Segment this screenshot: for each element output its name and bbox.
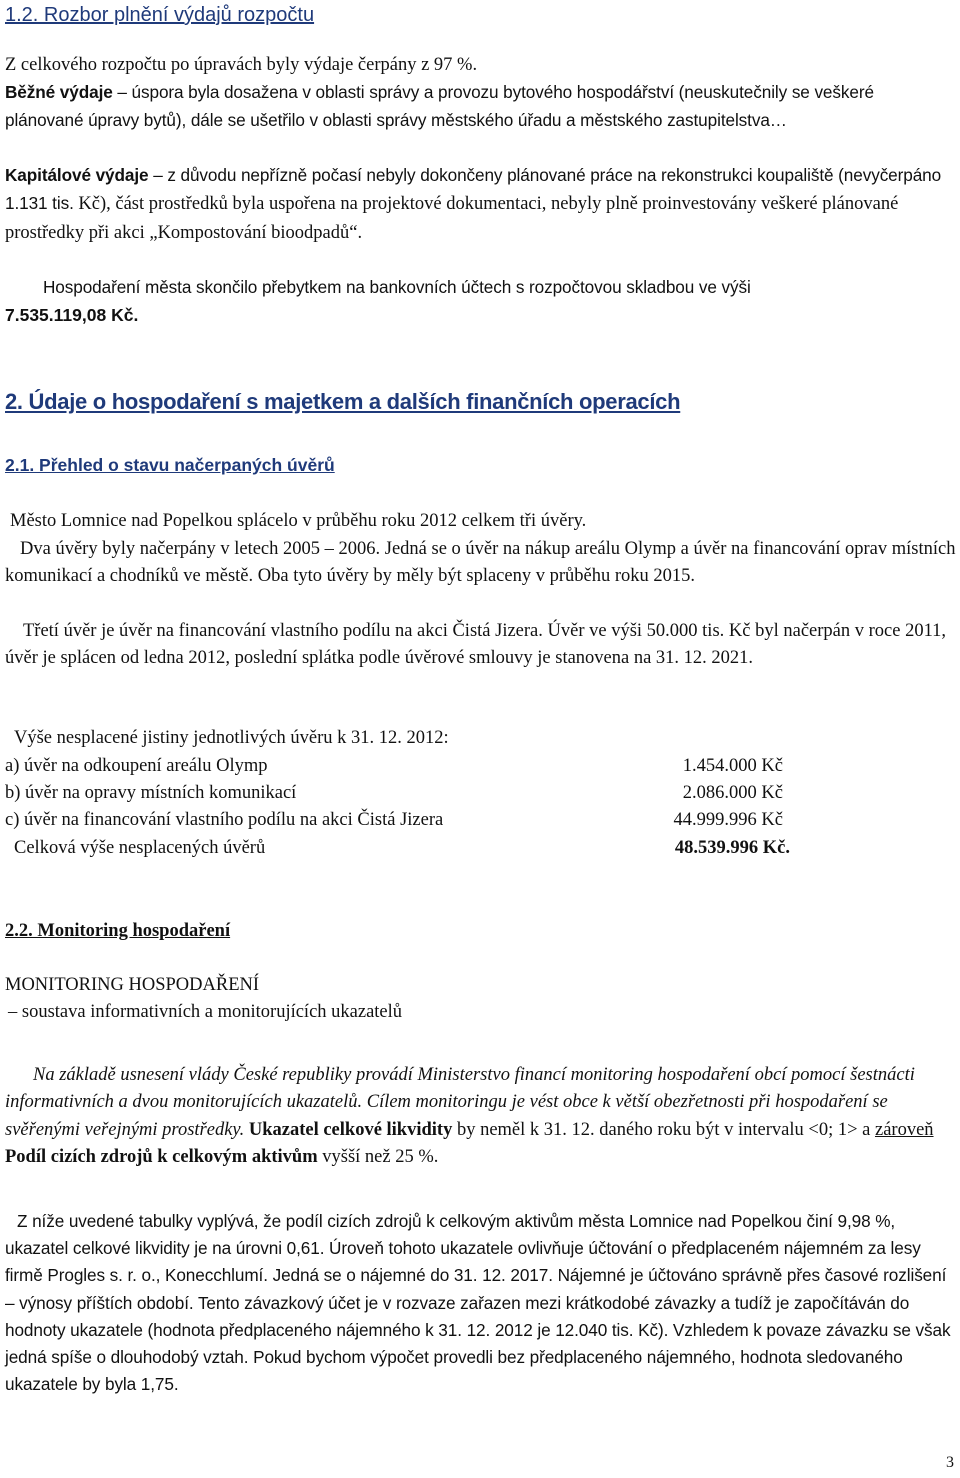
loan-row-b-amount: 2.086.000 Kč — [682, 783, 783, 803]
capital-expenses-text-b: Kč), část prostředků byla uspořena na projektové dokumentaci, nebyly plně proinvestovány veškeré plánované prostředky při akci „Kompostování bioodpadů“. — [5, 193, 899, 243]
surplus-amount: 7.535.119,08 Kč. — [5, 305, 139, 325]
term-capital-expenses: Kapitálové výdaje — [5, 165, 149, 185]
paragraph-surplus: Hospodaření města skončilo přebytkem na bankovních účtech s rozpočtovou skladbou ve výši — [43, 277, 751, 297]
loan-row-a-label: a) úvěr na odkoupení areálu Olymp — [5, 756, 268, 776]
monitoring-underlined-word: zároveň — [874, 1119, 934, 1140]
paragraph-budget-percentage: Z celkového rozpočtu po úpravách byly výdaje čerpány z 97 %. — [5, 55, 478, 75]
paragraph-two-loans — [5, 536, 960, 591]
loan-row-a-amount: 1.454.000 Kč — [682, 756, 783, 776]
two-loans-text: Dva úvěry byly načerpány v letech 2005 – 2006. Jedná se o úvěr na nákup areálu Olymp a úvěr na financování oprav místních komunikací a chodníků ve městě. Oba tyto úvěry by měly být splaceny v průběhu roku 2015. — [5, 539, 956, 587]
page-number: 3 — [946, 1454, 954, 1471]
term-foreign-sources-share: Podíl cizích zdrojů k celkovým aktivům — [5, 1147, 318, 1168]
term-current-expenses: Běžné výdaje — [5, 82, 113, 102]
paragraph-third-loan — [5, 618, 960, 673]
third-loan-text: Třetí úvěr je úvěr na financování vlastního podílu na akci Čistá Jizera. Úvěr ve výši 50.000 tis. Kč byl načerpán v roce 2011, úvěr je splácen od ledna 2012, poslední splátka podle úvěrové smlouvy je stanovena na 31. 12. 2021. — [5, 621, 947, 669]
monitoring-italic-text: Na základě usnesení vlády České republiky provádí Ministerstvo financí monitoring hospodaření obcí pomocí šestnácti informativních a dvou monitorujících ukazatelů. Cílem monitoringu je vést obce k větší obezřetnosti při hospodaření se svěřenými veřejnými prostředky. — [5, 1065, 915, 1140]
monitoring-subtitle: – soustava informativních a monitorujících ukazatelů — [8, 1002, 403, 1022]
paragraph-capital-expenses — [5, 162, 957, 247]
paragraph-indicators-analysis — [5, 1208, 955, 1398]
loan-row-c-amount: 44.999.996 Kč — [673, 810, 783, 830]
loan-total-label: Celková výše nesplacených úvěrů — [14, 838, 266, 858]
loans-table-title: Výše nesplacené jistiny jednotlivých úvěru k 31. 12. 2012: — [14, 728, 449, 748]
monitoring-caps-title: MONITORING HOSPODAŘENÍ — [5, 975, 260, 995]
current-expenses-text: – úspora byla dosažena v oblasti správy a provozu bytového hospodářství (neuskutečnily se veškeré plánované úpravy bytů), dále se ušetřilo v oblasti správy městského úřadu a městského zastupitelstva… — [5, 82, 874, 130]
paragraph-current-expenses — [5, 79, 957, 135]
loan-total-amount: 48.539.996 Kč. — [674, 838, 790, 858]
subsection-heading-2-2: 2.2. Monitoring hospodaření — [5, 921, 231, 941]
loan-row-c-label: c) úvěr na financování vlastního podílu na akci Čistá Jizera — [5, 810, 444, 830]
paragraph-three-loans: Město Lomnice nad Popelkou splácelo v průběhu roku 2012 celkem tři úvěry. — [10, 511, 587, 531]
indicators-analysis-text: Z níže uvedené tabulky vyplývá, že podíl cizích zdrojů k celkovým aktivům města Lomnice nad Popelkou činí 9,98 %, ukazatel celkové likvidity je na úrovni 0,61. Úroveň tohoto ukazatele ovlivňuje účtování o předplaceném nájemném za lesy firmě Progles s. r. o., Konecchlumí. Jedná se o nájemné do 31. 12. 2017. Nájemné je účtováno správně přes časové rozlišení – výnosy příštích období. Tento závazkový účet je v rozvaze zařazen mezi krátkodobé závazky a tudíž je započítáván do hodnoty ukazatele (hodnota předplaceného nájemného k 31. 12. 2012 je 12.040 tis. Kč). Vzhledem k povaze závazku se však jedná spíše o dlouhodobý vztah. Pokud bychom výpočet provedli bez předplaceného nájemného, hodnota sledovaného ukazatele by byla 1,75. — [5, 1211, 951, 1395]
subsection-heading-2-1: 2.1. Přehled o stavu načerpaných úvěrů — [5, 455, 335, 475]
paragraph-monitoring-rules — [5, 1062, 960, 1172]
monitoring-text-2: vyšší než 25 %. — [317, 1147, 439, 1168]
term-liquidity-indicator: Ukazatel celkové likvidity — [248, 1119, 453, 1140]
capital-expenses-text-a: – z důvodu nepřízně počasí nebyly dokončeny plánované práce na rekonstrukci koupaliště (nevyčerpáno 1.131 tis. — [5, 165, 942, 213]
section-heading-2: 2. Údaje o hospodaření s majetkem a dalších finančních operacích — [5, 389, 681, 414]
loan-row-b-label: b) úvěr na opravy místních komunikací — [5, 783, 297, 803]
section-heading-1-2: 1.2. Rozbor plnění výdajů rozpočtu — [5, 4, 315, 26]
monitoring-text-1: by neměl k 31. 12. daného roku být v intervalu <0; 1> a — [452, 1119, 875, 1140]
